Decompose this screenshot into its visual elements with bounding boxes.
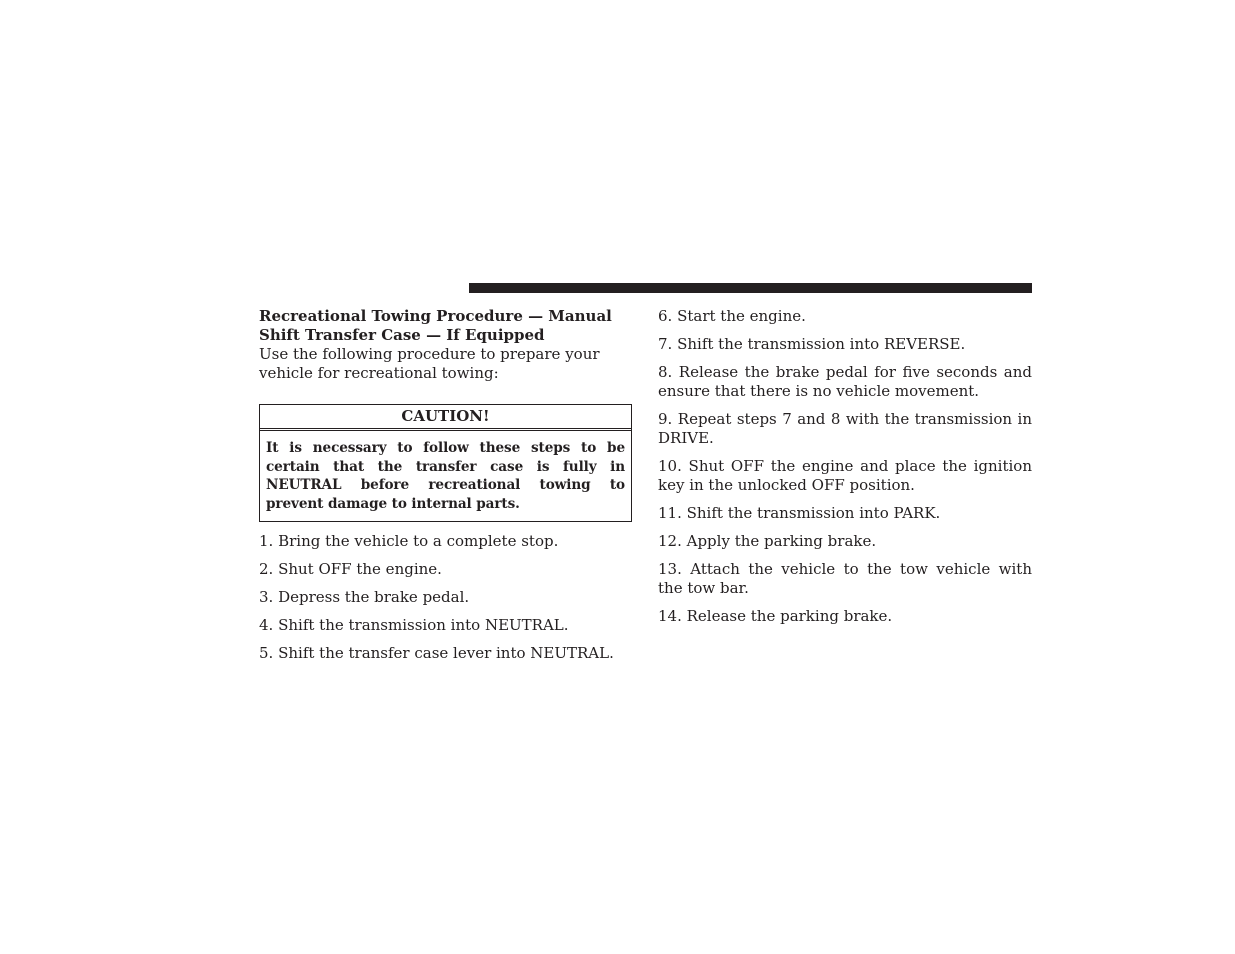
section-intro: Use the following procedure to prepare your vehicle for recreational towing: bbox=[259, 345, 600, 382]
step-6: 6. Start the engine. bbox=[658, 307, 806, 325]
header-rule bbox=[469, 283, 1032, 293]
right-column bbox=[658, 307, 1032, 635]
step-4: 4. Shift the transmission into NEUTRAL. bbox=[259, 616, 569, 634]
step-10: 10. Shut OFF the engine and place the ignition key in the unlocked OFF position. bbox=[658, 457, 1032, 494]
step-13: 13. Attach the vehicle to the tow vehicle with the tow bar. bbox=[658, 560, 1032, 597]
step-1: 1. Bring the vehicle to a complete stop. bbox=[259, 532, 559, 550]
caution-body: It is necessary to follow these steps to be certain that the transfer case is fully in NEUTRAL before recreational towing to prevent damage to internal parts. bbox=[266, 440, 625, 512]
step-12: 12. Apply the parking brake. bbox=[658, 532, 877, 550]
steps-list-left bbox=[259, 532, 632, 663]
step-14: 14. Release the parking brake. bbox=[658, 607, 893, 625]
section-heading: Recreational Towing Procedure — Manual Shift Transfer Case — If Equipped bbox=[259, 307, 612, 344]
caution-box bbox=[259, 404, 632, 522]
step-9: 9. Repeat steps 7 and 8 with the transmission in DRIVE. bbox=[658, 410, 1032, 447]
step-7: 7. Shift the transmission into REVERSE. bbox=[658, 335, 966, 353]
step-5: 5. Shift the transfer case lever into NEUTRAL. bbox=[259, 644, 614, 662]
step-3: 3. Depress the brake pedal. bbox=[259, 588, 470, 606]
caution-title: CAUTION! bbox=[260, 405, 631, 431]
step-11: 11. Shift the transmission into PARK. bbox=[658, 504, 941, 522]
left-column bbox=[259, 307, 632, 672]
step-8: 8. Release the brake pedal for five seconds and ensure that there is no vehicle movement. bbox=[658, 363, 1032, 400]
step-2: 2. Shut OFF the engine. bbox=[259, 560, 442, 578]
